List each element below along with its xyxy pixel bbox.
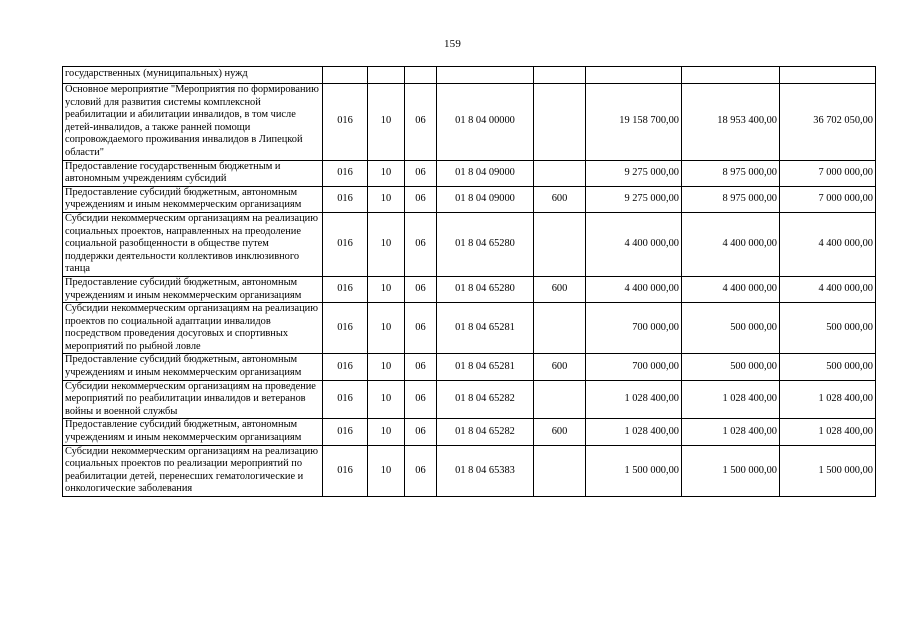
cell-gr: 016: [323, 186, 368, 212]
table-row: [63, 212, 876, 276]
cell-csr: 01 8 04 09000: [437, 186, 534, 212]
cell-year1: 700 000,00: [586, 303, 682, 354]
cell-gr: 016: [323, 419, 368, 445]
cell-vr: [534, 445, 586, 496]
row-name: Предоставление субсидий бюджетным, автономным учреждениям и иным некоммерческим организациям: [63, 276, 323, 302]
cell-vr: 600: [534, 419, 586, 445]
row-name: Субсидии некоммерческим организациям на проведение мероприятий по реабилитации инвалидов и ветеранов войны и военной службы: [63, 380, 323, 419]
cell-year3: 4 400 000,00: [780, 212, 876, 276]
cell-pr: [405, 67, 437, 84]
cell-year2: [682, 67, 780, 84]
cell-pr: 06: [405, 186, 437, 212]
cell-year2: 4 400 000,00: [682, 212, 780, 276]
row-name: Предоставление субсидий бюджетным, автономным учреждениям и иным некоммерческим организациям: [63, 186, 323, 212]
cell-year2: 18 953 400,00: [682, 84, 780, 161]
cell-vr: [534, 303, 586, 354]
cell-csr: 01 8 04 00000: [437, 84, 534, 161]
cell-vr: [534, 67, 586, 84]
cell-year1: 700 000,00: [586, 354, 682, 380]
cell-pr: 06: [405, 276, 437, 302]
cell-rz: 10: [368, 276, 405, 302]
cell-csr: 01 8 04 65280: [437, 212, 534, 276]
cell-csr: 01 8 04 65282: [437, 380, 534, 419]
cell-year3: 500 000,00: [780, 303, 876, 354]
cell-pr: 06: [405, 445, 437, 496]
page-number: 159: [443, 38, 462, 50]
cell-rz: 10: [368, 303, 405, 354]
cell-rz: 10: [368, 160, 405, 186]
cell-year3: 1 500 000,00: [780, 445, 876, 496]
cell-pr: 06: [405, 354, 437, 380]
cell-gr: 016: [323, 445, 368, 496]
cell-vr: 600: [534, 186, 586, 212]
cell-rz: 10: [368, 354, 405, 380]
cell-rz: 10: [368, 212, 405, 276]
cell-gr: 016: [323, 303, 368, 354]
cell-year3: 7 000 000,00: [780, 160, 876, 186]
cell-gr: 016: [323, 380, 368, 419]
cell-year2: 1 028 400,00: [682, 380, 780, 419]
row-name: Субсидии некоммерческим организациям на реализацию социальных проектов, направленных на преодоление социальной разобщенности в обществе путем поддержки деятельности коллективов инклюзивного танца: [63, 212, 323, 276]
cell-rz: [368, 67, 405, 84]
cell-pr: 06: [405, 212, 437, 276]
cell-csr: 01 8 04 65282: [437, 419, 534, 445]
row-name: государственных (муниципальных) нужд: [63, 67, 323, 84]
cell-vr: [534, 380, 586, 419]
cell-rz: 10: [368, 445, 405, 496]
table-row: [63, 84, 876, 161]
cell-pr: 06: [405, 84, 437, 161]
cell-pr: 06: [405, 303, 437, 354]
cell-pr: 06: [405, 380, 437, 419]
cell-vr: [534, 212, 586, 276]
cell-year2: 500 000,00: [682, 354, 780, 380]
table-row: [63, 445, 876, 496]
cell-rz: 10: [368, 84, 405, 161]
cell-gr: 016: [323, 160, 368, 186]
cell-year1: 1 028 400,00: [586, 419, 682, 445]
cell-year1: 1 500 000,00: [586, 445, 682, 496]
table-row: [63, 419, 876, 445]
row-name: Основное мероприятие "Мероприятия по формированию условий для развития системы комплексной реабилитации и абилитации инвалидов, в том числе детей-инвалидов, а также ранней помощи сопровождаемого проживания инвалидов в Липецкой области": [63, 84, 323, 161]
cell-gr: 016: [323, 212, 368, 276]
table-row: [63, 380, 876, 419]
cell-year1: 19 158 700,00: [586, 84, 682, 161]
cell-rz: 10: [368, 186, 405, 212]
cell-gr: 016: [323, 84, 368, 161]
cell-vr: [534, 160, 586, 186]
cell-vr: 600: [534, 354, 586, 380]
cell-year3: 1 028 400,00: [780, 380, 876, 419]
cell-year3: 7 000 000,00: [780, 186, 876, 212]
cell-year3: 36 702 050,00: [780, 84, 876, 161]
row-name: Субсидии некоммерческим организациям на реализацию социальных проектов по реализации мероприятий по реабилитации детей, перенесших гематологические и онкологические заболевания: [63, 445, 323, 496]
cell-csr: 01 8 04 65280: [437, 276, 534, 302]
cell-vr: 600: [534, 276, 586, 302]
cell-year2: 8 975 000,00: [682, 160, 780, 186]
cell-gr: 016: [323, 354, 368, 380]
cell-year3: 1 028 400,00: [780, 419, 876, 445]
cell-rz: 10: [368, 380, 405, 419]
cell-year3: 4 400 000,00: [780, 276, 876, 302]
cell-csr: [437, 67, 534, 84]
row-name: Предоставление субсидий бюджетным, автономным учреждениям и иным некоммерческим организациям: [63, 419, 323, 445]
cell-year1: 9 275 000,00: [586, 160, 682, 186]
table-row: [63, 354, 876, 380]
cell-rz: 10: [368, 419, 405, 445]
cell-year2: 1 500 000,00: [682, 445, 780, 496]
table-row: [63, 67, 876, 84]
cell-csr: 01 8 04 09000: [437, 160, 534, 186]
cell-vr: [534, 84, 586, 161]
cell-gr: 016: [323, 276, 368, 302]
row-name: Предоставление субсидий бюджетным, автономным учреждениям и иным некоммерческим организациям: [63, 354, 323, 380]
table-row: [63, 186, 876, 212]
cell-year1: [586, 67, 682, 84]
cell-year1: 4 400 000,00: [586, 212, 682, 276]
table-row: [63, 303, 876, 354]
cell-pr: 06: [405, 419, 437, 445]
cell-pr: 06: [405, 160, 437, 186]
cell-year2: 500 000,00: [682, 303, 780, 354]
cell-year3: [780, 67, 876, 84]
table-row: [63, 276, 876, 302]
cell-csr: 01 8 04 65281: [437, 303, 534, 354]
cell-year2: 8 975 000,00: [682, 186, 780, 212]
cell-year2: 4 400 000,00: [682, 276, 780, 302]
cell-year2: 1 028 400,00: [682, 419, 780, 445]
cell-csr: 01 8 04 65383: [437, 445, 534, 496]
cell-year1: 9 275 000,00: [586, 186, 682, 212]
row-name: Субсидии некоммерческим организациям на реализацию проектов по социальной адаптации инвалидов посредством проведения досуговых и спортивных мероприятий по рыбной ловле: [63, 303, 323, 354]
cell-csr: 01 8 04 65281: [437, 354, 534, 380]
table-row: [63, 160, 876, 186]
cell-gr: [323, 67, 368, 84]
cell-year1: 4 400 000,00: [586, 276, 682, 302]
budget-table: [62, 66, 876, 497]
cell-year3: 500 000,00: [780, 354, 876, 380]
cell-year1: 1 028 400,00: [586, 380, 682, 419]
row-name: Предоставление государственным бюджетным и автономным учреждениям субсидий: [63, 160, 323, 186]
